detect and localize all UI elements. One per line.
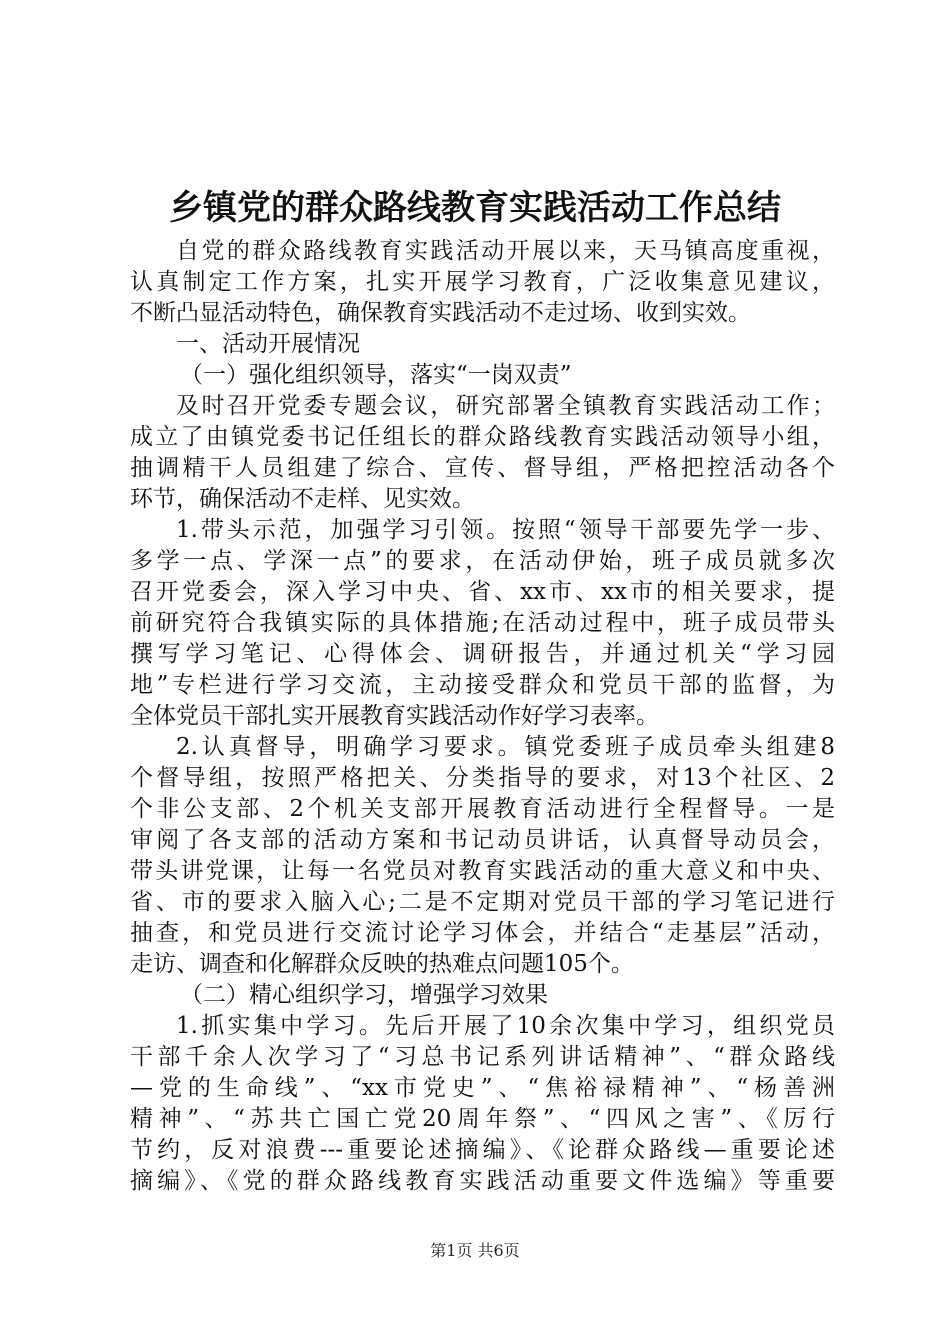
paragraph-line: 省、市的要求入脑入心;二是不定期对党员干部的学习笔记进行 [130,889,835,915]
paragraph-line: 抽调精干人员组建了综合、宣传、督导组，严格把控活动各个 [130,455,835,481]
paragraph-line: 多学一点、学深一点”的要求，在活动伊始，班子成员就多次 [130,548,835,574]
paragraph-line: 个督导组，按照严格把关、分类指导的要求，对13个社区、2 [130,765,835,791]
paragraph-line: 走访、调查和化解群众反映的热难点问题105个。 [130,951,634,977]
paragraph-line: 认真制定工作方案，扎实开展学习教育，广泛收集意见建议， [130,269,835,295]
paragraph-line: 1.带头示范，加强学习引领。按照“领导干部要先学一步、 [176,517,835,543]
subsection-heading: （一）强化组织领导，落实“一岗双责” [180,362,572,388]
paragraph-line: 撰写学习笔记、心得体会、调研报告，并通过机关“学习园 [130,641,835,667]
paragraph-line: 不断凸显活动特色，确保教育实践活动不走过场、收到实效。 [130,300,751,326]
paragraph-line: 精神”、“苏共亡国亡党20周年祭”、“四风之害”、《厉行 [130,1106,835,1132]
paragraph-line: 1.抓实集中学习。先后开展了10余次集中学习，组织党员 [176,1013,835,1039]
paragraph-line: 干部千余人次学习了“习总书记系列讲话精神”、“群众路线 [130,1044,835,1070]
paragraph-line: 及时召开党委专题会议，研究部署全镇教育实践活动工作； [176,393,835,419]
paragraph-line: 个非公支部、2个机关支部开展教育活动进行全程督导。一是 [130,796,835,822]
paragraph-line: 前研究符合我镇实际的具体措施;在活动过程中，班子成员带头 [130,610,835,636]
document-title: 乡镇党的群众路线教育实践活动工作总结 [169,188,781,228]
paragraph-line: 2.认真督导，明确学习要求。镇党委班子成员牵头组建8 [176,734,835,760]
paragraph-line: 环节，确保活动不走样、见实效。 [130,486,475,512]
subsection-heading: （二）精心组织学习，增强学习效果 [180,982,548,1008]
paragraph-line: —党的生命线”、“xx市党史”、“焦裕禄精神”、“杨善洲 [130,1075,835,1101]
paragraph-line: 带头讲党课，让每一名党员对教育实践活动的重大意义和中央、 [130,858,835,884]
paragraph-line: 抽查，和党员进行交流讨论学习体会，并结合“走基层”活动， [130,920,835,946]
page-number: 第1页 共6页 [430,1241,520,1260]
paragraph-line: 审阅了各支部的活动方案和书记动员讲话，认真督导动员会， [130,827,835,853]
paragraph-line: 地”专栏进行学习交流，主动接受群众和党员干部的监督，为 [130,672,835,698]
paragraph-line: 自党的群众路线教育实践活动开展以来，天马镇高度重视， [176,238,835,264]
paragraph-line: 成立了由镇党委书记任组长的群众路线教育实践活动领导小组， [130,424,835,450]
document-body [130,236,835,1197]
paragraph-line: 全体党员干部扎实开展教育实践活动作好学习表率。 [130,703,659,729]
paragraph-line: 节约，反对浪费---重要论述摘编》、《论群众路线—重要论述 [130,1137,835,1163]
paragraph-line: 摘编》、《党的群众路线教育实践活动重要文件选编》等重要 [130,1168,835,1194]
section-heading: 一、活动开展情况 [176,331,360,357]
paragraph-line: 召开党委会，深入学习中央、省、xx市、xx市的相关要求，提 [130,579,835,605]
